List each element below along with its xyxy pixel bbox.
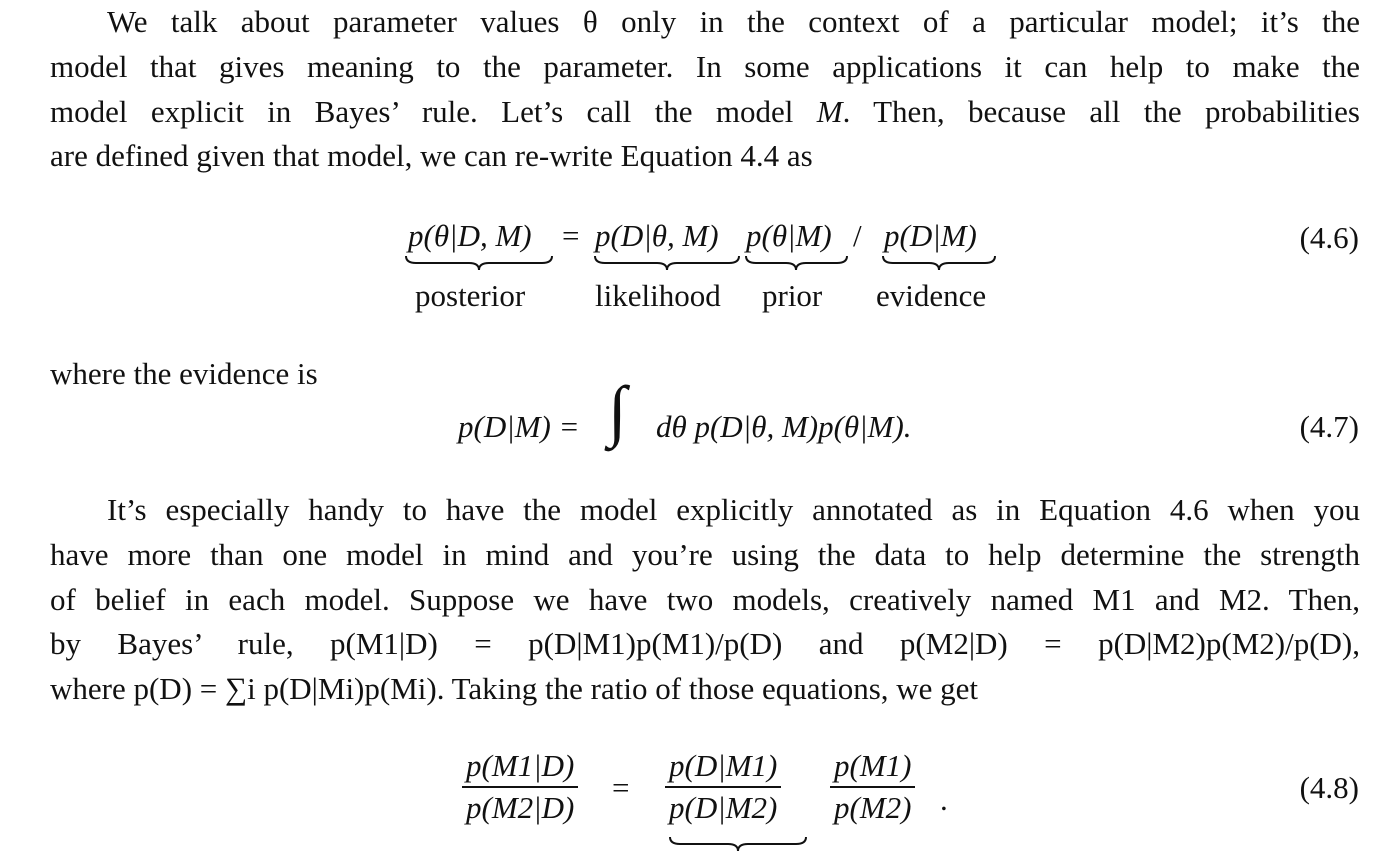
evidence-integrand: dθ p(D|θ, M)p(θ|M). <box>656 409 912 444</box>
paragraph-1-line-3 <box>50 90 1360 135</box>
fraction-denominator: p(M2|D) <box>466 790 575 825</box>
equation-number-4-8: (4.8) <box>1299 770 1359 805</box>
equation-number-4-6: (4.6) <box>1299 220 1359 255</box>
bayes-factor-underbrace <box>668 836 808 855</box>
evidence-lhs: p(D|M) = <box>458 409 580 444</box>
likelihood-underbrace <box>593 254 741 272</box>
equation-number-4-7: (4.7) <box>1299 409 1359 444</box>
text: model explicit in Bayes’ rule. Let’s call the model <box>50 93 817 129</box>
paragraph-1-line-2: model that gives meaning to the parameter. In some applications it can help to make the <box>50 48 1360 84</box>
posterior-odds-fraction <box>462 748 578 826</box>
fraction-numerator: p(D|M1) <box>669 748 778 783</box>
fraction-denominator: p(M2) <box>834 790 912 825</box>
label-posterior: posterior <box>415 278 526 313</box>
label-prior: prior <box>762 278 823 313</box>
label-evidence: evidence <box>876 278 987 313</box>
evidence-underbrace <box>881 254 997 272</box>
likelihood-expression: p(D|θ, M) <box>595 218 719 253</box>
bayes-factor-fraction <box>665 748 781 826</box>
prior-expression: p(θ|M) <box>746 218 832 253</box>
posterior-underbrace <box>404 254 554 272</box>
prior-odds-fraction <box>830 748 915 826</box>
paragraph-2-line-4: by Bayes’ rule, p(M1|D) = p(D|M1)p(M1)/p(D) and p(M2|D) = p(D|M2)p(M2)/p(D), <box>50 626 1360 662</box>
evidence-expression: p(D|M) <box>884 218 977 253</box>
paragraph-2-line-3: of belief in each model. Suppose we have two models, creatively named M1 and M2. Then, <box>50 581 1360 617</box>
equals-sign: = <box>612 770 630 805</box>
posterior-expression: p(θ|D, M) <box>408 218 532 253</box>
text: We talk about parameter values θ only in the context of a particular model; it’s the <box>107 4 1360 39</box>
paragraph-2-line-1 <box>50 488 1360 533</box>
integral-sign: ∫ <box>608 372 627 448</box>
division-slash: / <box>853 218 862 253</box>
text: It’s especially handy to have the model explicitly annotated as in Equation 4.6 when you <box>107 492 1360 527</box>
fraction-denominator: p(D|M2) <box>669 790 778 825</box>
equals-sign: = <box>562 218 580 253</box>
where-evidence-line: where the evidence is <box>50 356 318 391</box>
label-likelihood: likelihood <box>595 278 721 313</box>
paragraph-1-line-4: are defined given that model, we can re-write Equation 4.4 as <box>50 138 813 174</box>
model-symbol: M <box>816 93 843 129</box>
text: . Then, because all the probabilities <box>842 93 1360 129</box>
period: . <box>940 782 948 817</box>
fraction-numerator: p(M1|D) <box>466 748 575 783</box>
paragraph-2-line-5: where p(D) = ∑i p(D|Mi)p(Mi). Taking the ratio of those equations, we get <box>50 671 979 707</box>
paragraph-1-line-1 <box>50 0 1360 45</box>
paragraph-2-line-2: have more than one model in mind and you’re using the data to help determine the strength <box>50 536 1360 572</box>
fraction-numerator: p(M1) <box>834 748 912 783</box>
prior-underbrace <box>744 254 849 272</box>
